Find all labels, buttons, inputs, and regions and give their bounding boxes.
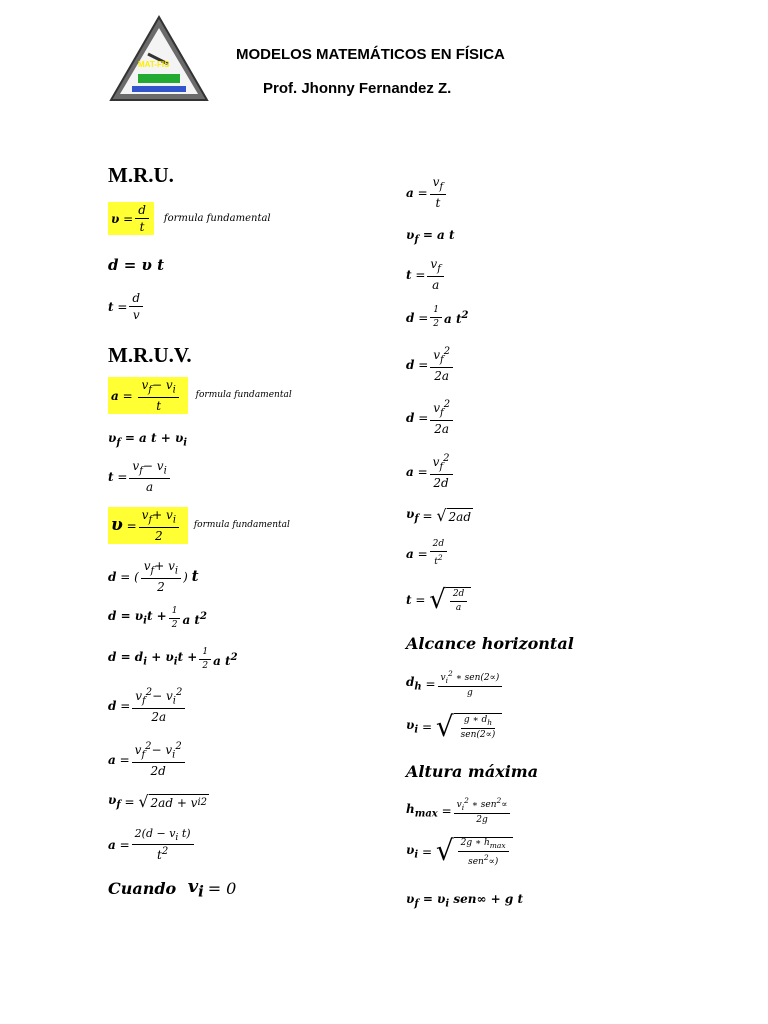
formula-cuando-vi-0: Cuando $v_i$ = 0 — [108, 876, 237, 901]
formula-t-d-v: t = $\frac{d}{v}$ — [108, 292, 145, 321]
formula-a-vf2-vi2-2d: a = $\frac{v_f^2- v_i^2}{2d}$ — [108, 742, 187, 777]
note-formula-fundamental: formula fundamental — [163, 212, 271, 224]
formula-a-vf2-2d: a = $\frac{v_f^2}{2d}$ — [406, 454, 455, 489]
note-formula-fundamental-3: formula fundamental — [193, 520, 290, 531]
formula-d-vf2-2a-2: d = $\frac{v_f^2}{2a}$ — [406, 400, 455, 435]
section-alcance-horizontal: Alcance horizontal — [406, 634, 574, 653]
formula-d-vt: d = υ t — [108, 256, 165, 274]
formula-d-vf2-vi2-2a: d = $\frac{v_f^2- v_i^2}{2a}$ — [108, 688, 187, 723]
author: Prof. Jhonny Fernandez Z. — [263, 80, 452, 97]
note-formula-fundamental-2: formula fundamental — [195, 390, 292, 401]
section-altura-maxima: Altura máxima — [406, 762, 539, 781]
formula-d-di-vit-half-at2: $d = d_i + \upsilon_it$ + $\frac{1}{2}$ a $t^2$ — [108, 647, 238, 671]
formula-v-mean: υ = $\frac{v_f+ v_i}{2}$ formula fundamental — [108, 507, 290, 544]
formula-vf-sqrt-2ad: $\upsilon_f$ = √ 2ad — [406, 506, 472, 526]
formula-a-2d-t2: a = $\frac{2d}{t^2}$ — [406, 540, 449, 567]
formula-d-vit-half-at2: $d = \upsilon_it$ + $\frac{1}{2}$ a $t^2$ — [108, 606, 207, 630]
formula-t-vf-vi-a: t = $\frac{v_f- v_i}{a}$ — [108, 460, 172, 493]
formula-vf-vi-sen-gt: $\upsilon_f = \upsilon_i$ sen∞ + g t — [406, 892, 524, 910]
formula-vi-hmax: $\upsilon_i$ = √ $\frac{2g ∗ h_{max}}{sen^2\propto)}$ — [406, 837, 513, 867]
formula-a-vf-t: a = $\frac{v_f}{t}$ — [406, 176, 448, 209]
formula-v-d-t: υ = $\frac{d}{t}$ formula fundamental — [108, 202, 271, 235]
formula-dh: $d_h$ = $\frac{v_i^2 ∗ sen(2\propto)}{g}$ — [406, 670, 504, 698]
cuando-label: Cuando — [108, 878, 177, 898]
logo-text: MAT-FIS — [138, 60, 170, 69]
formula-vf-sqrt: $\upsilon_f$ = √ 2ad + v i 2 — [108, 792, 208, 812]
formula-t-sqrt-2d-a: t = √ $\frac{2d}{a}$ — [406, 587, 471, 613]
formula-t-vf-a: t = $\frac{v_f}{a}$ — [406, 258, 446, 291]
formula-hmax: $h_{max}$ = $\frac{v_i^2 ∗ sen^2\propto}{2g}$ — [406, 797, 512, 825]
formula-d-half-at2: d = $\frac{1}{2}$ a $t^2$ — [406, 305, 469, 329]
page-title: MODELOS MATEMÁTICOS EN FÍSICA — [236, 46, 505, 63]
section-mruv: M.R.U.V. — [108, 343, 192, 367]
formula-vf-at: $\upsilon_f = a$ t — [406, 228, 455, 246]
formula-d-vf2-2a-1: d = $\frac{v_f^2}{2a}$ — [406, 347, 455, 382]
formula-d-mean-t: d = ( $\frac{v_f+ v_i}{2}$ ) t — [108, 559, 199, 595]
formula-a-2d-vit-t2: a = $\frac{2(d - v_i t)}{t^2}$ — [108, 828, 196, 861]
formula-a-vf-vi-t: a = $\frac{v_f- v_i}{t}$ formula fundamental — [108, 377, 292, 414]
formula-vi-dh: $\upsilon_i$ = √ $\frac{g ∗ d_h}{\text{sen(2∝)}}$ — [406, 713, 502, 741]
formula-vf-at-vi: $\upsilon_f = a$ $t + \upsilon_i$ — [108, 431, 188, 449]
section-mru: M.R.U. — [108, 163, 174, 187]
logo-triangle — [108, 14, 210, 104]
